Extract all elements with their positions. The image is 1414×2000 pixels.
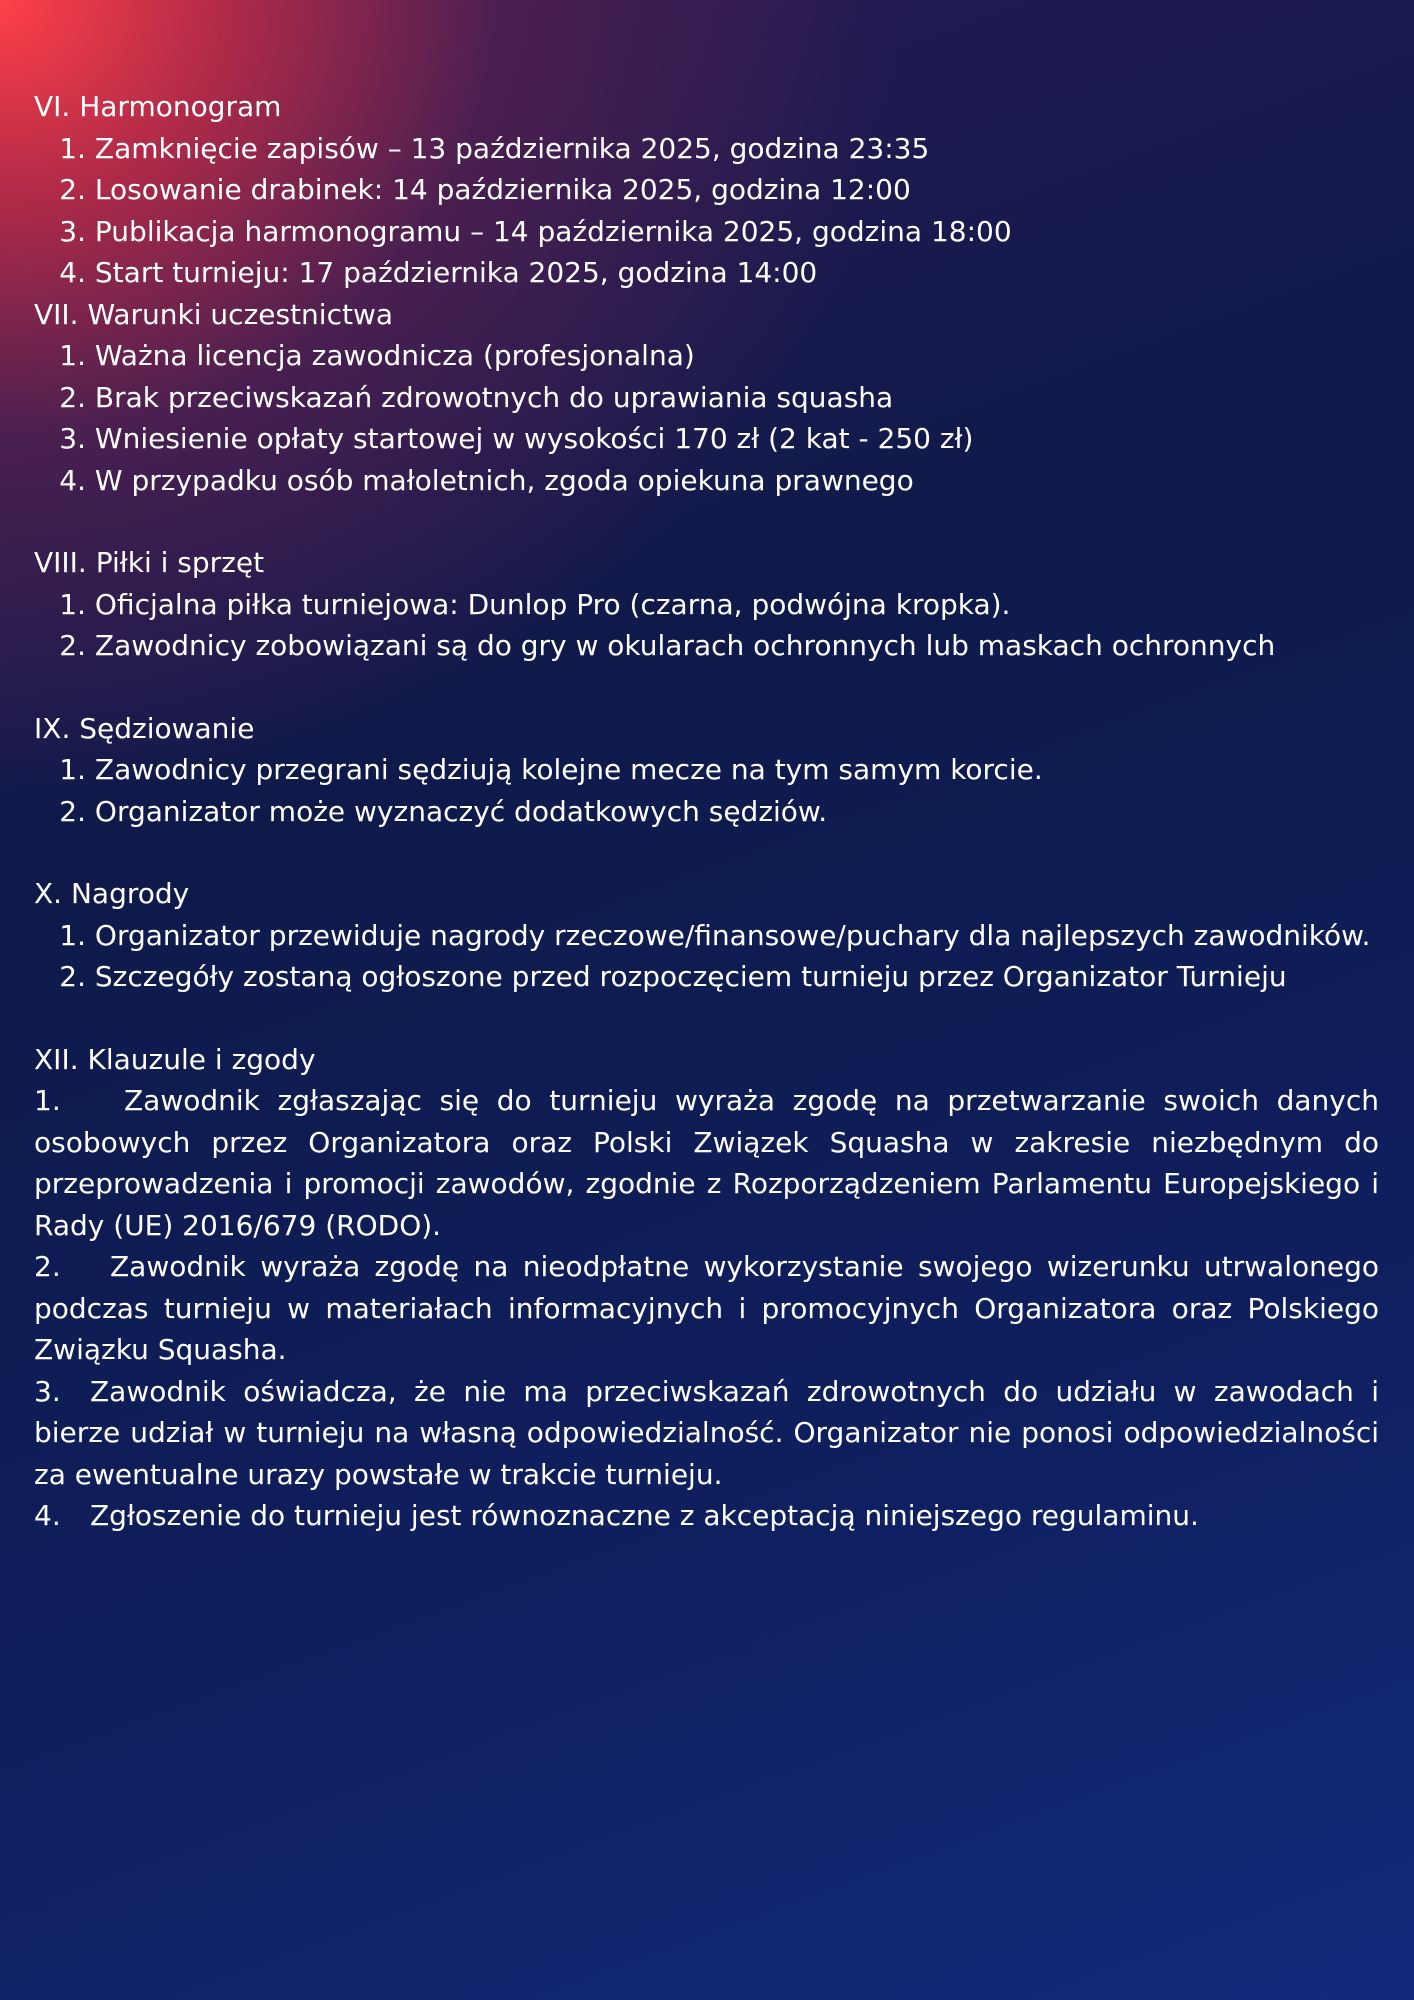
- numbered-list: [34, 915, 1379, 998]
- list-item: 2. Brak przeciwskazań zdrowotnych do uprawiania squasha: [59, 380, 894, 414]
- section-harmonogram: [34, 86, 1379, 294]
- clause-paragraph: 2. Zawodnik wyraża zgodę na nieodpłatne wykorzystanie swojego wizerunku utrwalonego podczas turnieju w materiałach informacyjnych i promocyjnych Organizatora oraz Polskiego Związku Squasha.: [34, 1250, 1379, 1366]
- section-nagrody: [34, 873, 1379, 998]
- clause-paragraph: 4. Zgłoszenie do turnieju jest równoznaczne z akceptacją niniejszego regulaminu.: [34, 1499, 1199, 1532]
- clause-paragraph: 1. Zawodnik zgłaszając się do turnieju wyraża zgodę na przetwarzanie swoich danych osobowych przez Organizatora oraz Polski Związek Squasha w zakresie niezbędnym do przeprowadzenia i promocji zawodów, zgodnie z Rozporządzeniem Parlamentu Europejskiego i Rady (UE) 2016/679 (RODO).: [34, 1084, 1379, 1242]
- list-item: 1. Organizator przewiduje nagrody rzeczowe/finansowe/puchary dla najlepszych zawodników.: [59, 918, 1371, 952]
- section-heading: VII. Warunki uczestnictwa: [34, 297, 394, 331]
- numbered-list: [34, 749, 1379, 832]
- list-item: 3. Publikacja harmonogramu – 14 października 2025, godzina 18:00: [59, 214, 1012, 248]
- section-heading: XII. Klauzule i zgody: [34, 1042, 316, 1076]
- regulations-document: [34, 86, 1379, 1537]
- clause-paragraph: 3. Zawodnik oświadcza, że nie ma przeciwskazań zdrowotnych do udziału w zawodach i bierze udział w turnieju na własną odpowiedzialność. Organizator nie ponosi odpowiedzialności za ewentualne urazy powstałe w trakcie turnieju.: [34, 1374, 1379, 1491]
- section-klauzule-i-zgody: [34, 1039, 1379, 1537]
- numbered-list: [34, 584, 1379, 667]
- section-sedziowanie: [34, 708, 1379, 833]
- section-warunki-uczestnictwa: [34, 294, 1379, 502]
- list-item: 1. Zawodnicy przegrani sędziują kolejne mecze na tym samym korcie.: [59, 753, 1043, 786]
- list-item: 4. Start turnieju: 17 października 2025, godzina 14:00: [59, 256, 818, 289]
- list-item: 2. Organizator może wyznaczyć dodatkowych sędziów.: [59, 794, 828, 828]
- list-item: 3. Wniesienie opłaty startowej w wysokości 170 zł (2 kat - 250 zł): [59, 422, 974, 455]
- numbered-list: [34, 128, 1379, 294]
- list-item: 2. Zawodnicy zobowiązani są do gry w okularach ochronnych lub maskach ochronnych: [59, 629, 1276, 662]
- section-heading: VI. Harmonogram: [34, 90, 282, 123]
- list-item: 1. Ważna licencja zawodnicza (profesjonalna): [59, 339, 695, 372]
- list-item: 4. W przypadku osób małoletnich, zgoda opiekuna prawnego: [59, 463, 914, 497]
- list-item: 1. Zamknięcie zapisów – 13 października 2025, godzina 23:35: [59, 131, 930, 165]
- list-item: 2. Szczegóły zostaną ogłoszone przed rozpoczęciem turnieju przez Organizator Turnieju: [59, 960, 1287, 993]
- section-heading: IX. Sędziowanie: [34, 711, 255, 745]
- list-item: 2. Losowanie drabinek: 14 października 2025, godzina 12:00: [59, 173, 911, 206]
- list-item: 1. Oficjalna piłka turniejowa: Dunlop Pro (czarna, podwójna kropka).: [59, 587, 1011, 621]
- section-heading: X. Nagrody: [34, 877, 190, 910]
- section-pilki-i-sprzet: [34, 542, 1379, 667]
- numbered-list: [34, 335, 1379, 501]
- section-heading: VIII. Piłki i sprzęt: [34, 546, 265, 579]
